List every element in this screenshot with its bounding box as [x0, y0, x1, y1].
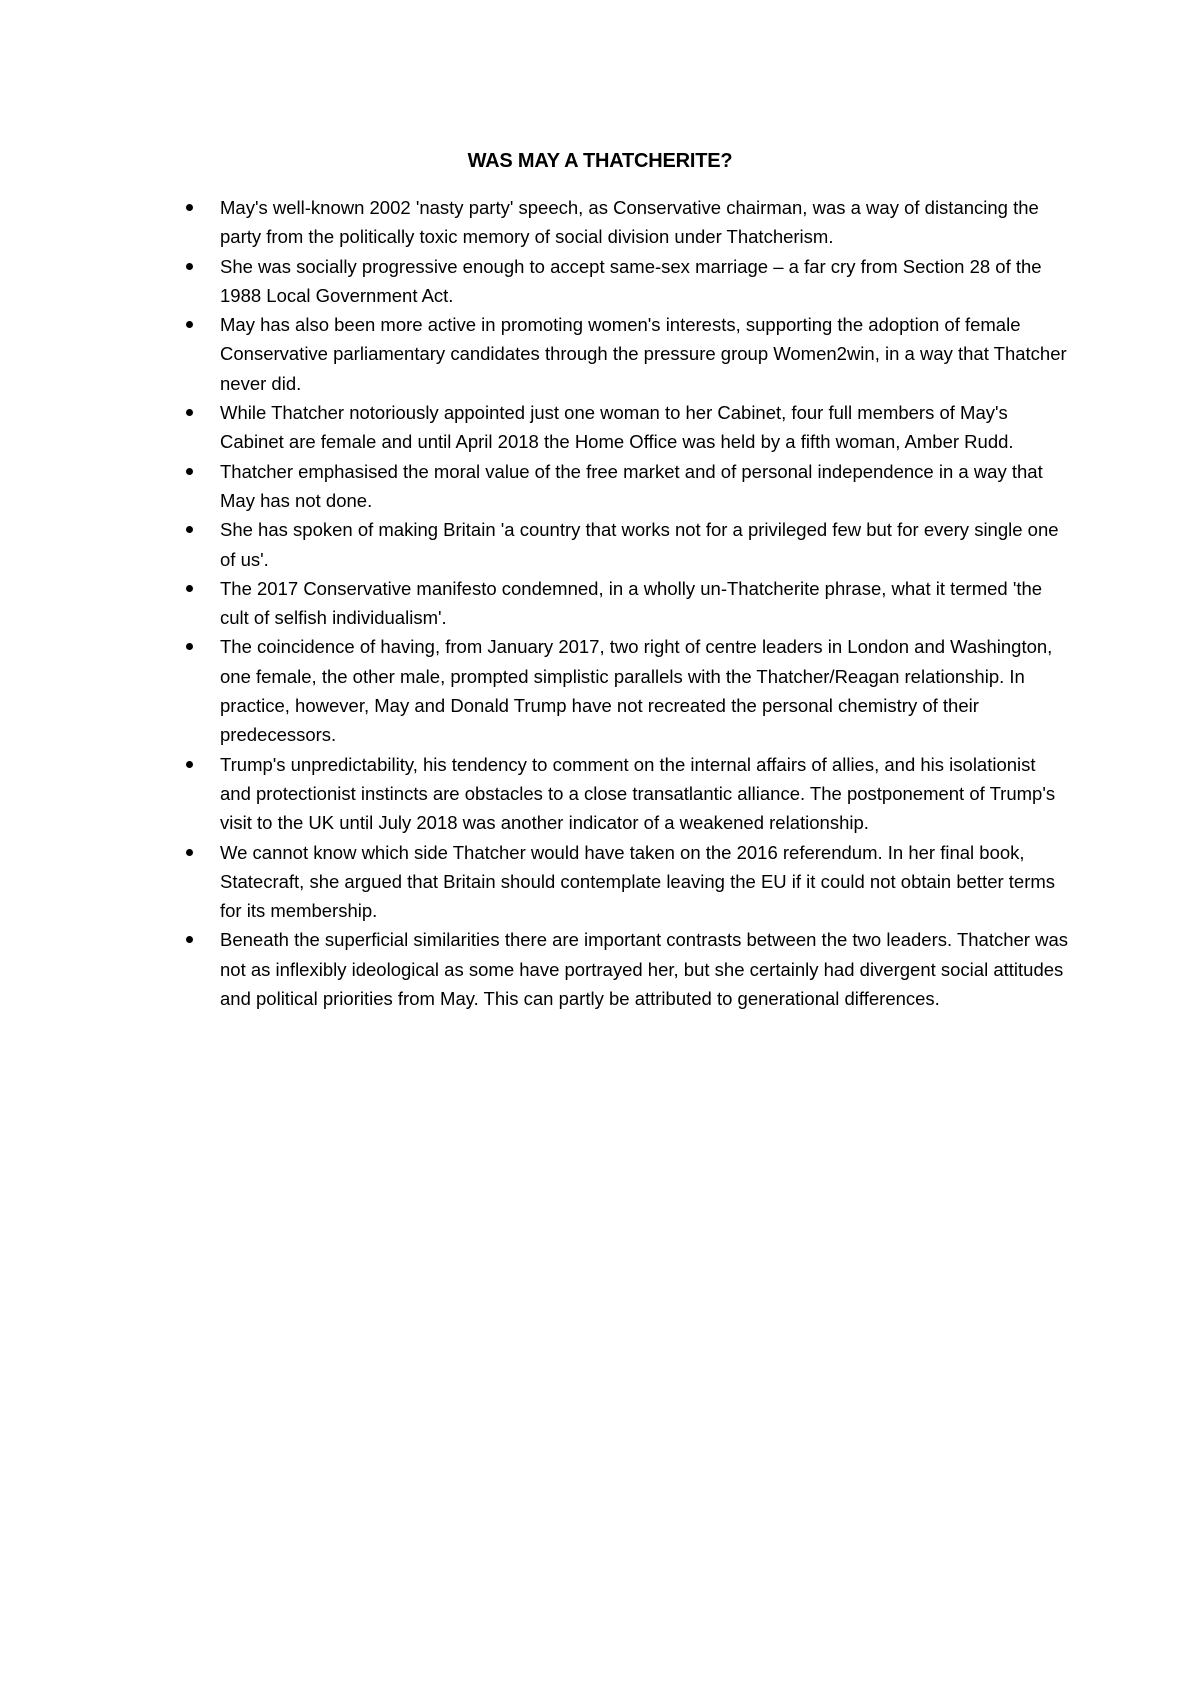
bullet-icon [186, 321, 193, 328]
list-item [186, 310, 1068, 398]
bullet-text: Trump's unpredictability, his tendency to comment on the internal affairs of allies, and his isolationist and protectionist instincts are obstacles to a close transatlantic alliance. The postponement of Trump's visit to the UK until July 2018 was another indicator of a weakened relationship. [220, 753, 1056, 834]
list-item [186, 457, 1068, 516]
bullet-text: The coincidence of having, from January 2017, two right of centre leaders in London and Washington, one female, the other male, prompted simplistic parallels with the Thatcher/Reagan relationship. In practice, however, May and Donald Trump have not recreated the personal chemistry of their predecessors. [220, 636, 1053, 746]
list-item [186, 398, 1068, 457]
bullet-icon [186, 263, 193, 270]
bullet-text: May has also been more active in promoting women's interests, supporting the adoption of female Conservative parliamentary candidates through the pressure group Women2win, in a way that Thatcher never did. [220, 314, 1067, 394]
bullet-text: Beneath the superficial similarities there are important contrasts between the two leaders. Thatcher was not as inflexibly ideological as some have portrayed her, but she certainly had divergent social attitudes and political priorities from May. This can partly be attributed to generational differences. [220, 929, 1069, 1010]
bullet-icon [186, 849, 193, 856]
bullet-list [186, 193, 1068, 1013]
bullet-icon [186, 204, 193, 211]
list-item [186, 193, 1068, 252]
list-item [186, 925, 1068, 1013]
bullet-icon [186, 585, 193, 592]
bullet-text: She has spoken of making Britain 'a country that works not for a privileged few but for every single one of us'. [220, 519, 1059, 570]
bullet-icon [186, 761, 193, 768]
bullet-icon [186, 468, 193, 475]
bullet-text: Thatcher emphasised the moral value of the free market and of personal independence in a way that May has not done. [220, 460, 1043, 511]
bullet-text: While Thatcher notoriously appointed just one woman to her Cabinet, four full members of May's Cabinet are female and until April 2018 the Home Office was held by a fifth woman, Amber Rudd. [220, 402, 1014, 453]
list-item [186, 838, 1068, 926]
bullet-text: The 2017 Conservative manifesto condemned, in a wholly un-Thatcherite phrase, what it termed 'the cult of selfish individualism'. [220, 577, 1043, 629]
bullet-text: May's well-known 2002 'nasty party' speech, as Conservative chairman, was a way of distancing the party from the politically toxic memory of social division under Thatcherism. [220, 197, 1039, 248]
bullet-icon [186, 526, 193, 533]
list-item [186, 574, 1068, 633]
list-item [186, 750, 1068, 838]
list-item [186, 632, 1068, 749]
bullet-text: We cannot know which side Thatcher would have taken on the 2016 referendum. In her final book, Statecraft, she argued that Britain should contemplate leaving the EU if it could not obtain better terms for its membership. [220, 841, 1056, 922]
document-title: WAS MAY A THATCHERITE? [467, 150, 733, 172]
bullet-icon [186, 936, 193, 943]
list-item [186, 515, 1068, 574]
bullet-icon [186, 409, 193, 416]
bullet-text: She was socially progressive enough to accept same-sex marriage – a far cry from Section 28 of the 1988 Local Government Act. [220, 255, 1042, 306]
list-item [186, 252, 1068, 311]
bullet-icon [186, 643, 193, 650]
